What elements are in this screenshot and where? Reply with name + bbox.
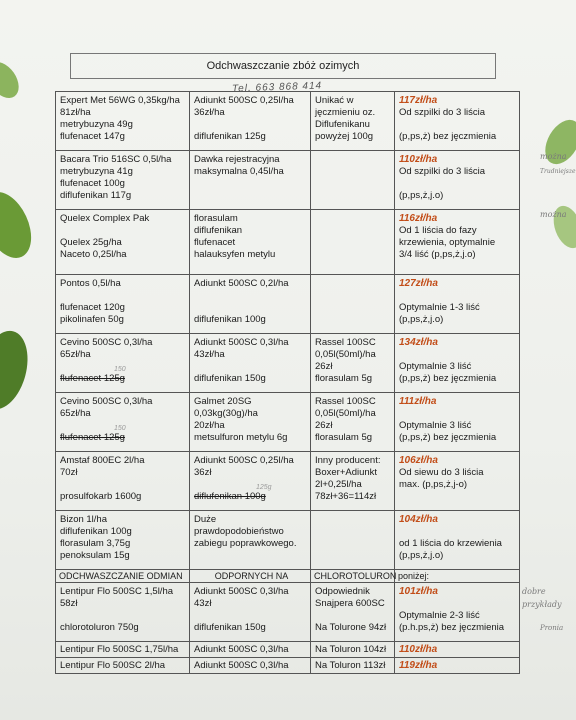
product-cell: [56, 583, 190, 642]
cell-line: chlorotoluron 750g: [60, 622, 139, 633]
cell-line: diflufenikan 100g: [194, 314, 266, 325]
adjuvant-cell: [190, 92, 311, 151]
price-timing-cell: [395, 151, 520, 210]
cell-line: [399, 526, 516, 538]
cell-line: (p,ps,ż,j.o): [399, 190, 444, 201]
price-handwritten: [395, 658, 520, 674]
price-handwritten: 127zł/ha: [399, 278, 438, 289]
cell-line: metrybuzyna 41g: [60, 166, 133, 177]
cell-line: Quelex Complex Pak: [60, 213, 150, 224]
cell-line: Quelex 25g/ha: [60, 237, 122, 248]
cell-text: Na Toluron 113zł: [315, 659, 386, 671]
product-cell: [56, 393, 190, 452]
cell-line: prosulfokarb 1600g: [60, 491, 142, 502]
section-header: poniżej:: [395, 570, 520, 583]
cell-line: metsulfuron metylu 6g: [194, 432, 288, 443]
table-row: [56, 393, 520, 452]
cell-line: maksymalna 0,45l/ha: [194, 166, 284, 177]
adjuvant-cell: [190, 393, 311, 452]
cell-line: 65zł/ha: [60, 349, 91, 360]
margin-note: można: [540, 210, 567, 219]
adjuvant-cell: [190, 583, 311, 642]
phone-number: Tel. 663 868 414: [231, 80, 323, 95]
cell-line: Optymalnie 2-3 liść: [399, 610, 480, 621]
adjuvant-cell: [190, 334, 311, 393]
cell-line: Rassel 100SC: [315, 396, 376, 407]
cell-line: [60, 610, 186, 622]
extra-cell: [311, 210, 395, 275]
cell-line: Od szpilki do 3 liścia: [399, 107, 486, 118]
price-handwritten: 101zł/ha: [399, 586, 438, 597]
table-cell: [56, 642, 190, 658]
cell-line: 26zł: [315, 420, 333, 431]
cell-line: jęczmieniu oz.: [315, 107, 376, 118]
cell-line: [194, 479, 307, 491]
extra-cell: [311, 151, 395, 210]
cell-line: 0,05l(50ml)/ha: [315, 349, 376, 360]
cell-line: (p,ps,ż,j.o): [399, 550, 444, 561]
cell-line: [399, 178, 516, 190]
adjuvant-cell: [190, 511, 311, 570]
table-cell: [56, 658, 190, 674]
product-cell: [56, 151, 190, 210]
cell-line: 43zł/ha: [194, 349, 225, 360]
cell-line: Od 1 liścia do fazy: [399, 225, 477, 236]
margin-note: Trudniejsze: [540, 168, 576, 175]
cell-line: [194, 302, 307, 314]
adjuvant-cell: [190, 151, 311, 210]
cell-line: 58zł: [60, 598, 78, 609]
cell-line: Optymalnie 3 liść: [399, 361, 472, 372]
table-row: [56, 452, 520, 511]
table-row: [56, 642, 520, 658]
cell-text: Adiunkt 500SC 0,3l/ha: [194, 659, 289, 671]
cell-line: diflufenikan 117g: [60, 190, 132, 201]
cell-line: krzewienia, optymalnie: [399, 237, 496, 248]
cell-line: Rassel 100SC: [315, 337, 376, 348]
price-handwritten: 117zł/ha: [399, 95, 438, 106]
price-handwritten: 110zł/ha: [399, 154, 438, 165]
cell-line: 3/4 liść (p,ps,ż,j.o): [399, 249, 476, 260]
price-timing-cell: [395, 92, 520, 151]
cell-line: (p,ps,ż) bez jęczmienia: [399, 373, 497, 384]
cell-line: Unikać w: [315, 95, 354, 106]
cell-line: florasulam 5g: [315, 373, 373, 384]
cell-text: 119zł/ha: [399, 659, 438, 671]
cell-line: Cevino 500SC 0,3l/ha: [60, 396, 153, 407]
cell-line: (p,ps,ż) bez jęczmienia: [399, 131, 497, 142]
price-timing-cell: [395, 511, 520, 570]
cell-line: Adiunkt 500SC 0,3l/ha: [194, 337, 289, 348]
cell-line: Odpowiednik: [315, 586, 370, 597]
cell-line: Duże: [194, 514, 217, 525]
cell-line: Boxer+Adiunkt: [315, 467, 378, 478]
cell-line: flufenacet 125g: [60, 432, 125, 443]
table-row: [56, 583, 520, 642]
cell-line: 78zł+36=114zł: [315, 491, 377, 502]
adjuvant-cell: [190, 275, 311, 334]
adjuvant-cell: [190, 452, 311, 511]
cell-line: 20zł/ha: [194, 420, 225, 431]
cell-line: pikolinafen 50g: [60, 314, 124, 325]
price-handwritten: 134zł/ha: [399, 337, 438, 348]
cell-line: Adiunkt 500SC 0,25l/ha: [194, 95, 294, 106]
cell-line: diflufenikan 125g: [194, 131, 266, 142]
cell-line: [399, 349, 516, 361]
margin-note: można: [540, 152, 567, 161]
cell-line: diflufenikan 100g: [194, 491, 266, 502]
cell-line: penoksulam 15g: [60, 550, 130, 561]
section-header: ODPORNYCH NA: [190, 570, 311, 583]
cell-line: Pontos 0,5l/ha: [60, 278, 121, 289]
cell-line: 36zł: [194, 467, 212, 478]
table-row: [56, 210, 520, 275]
cell-line: [194, 290, 307, 302]
cell-line: Cevino 500SC 0,3l/ha: [60, 337, 153, 348]
table-row: [56, 658, 520, 674]
extra-cell: [311, 92, 395, 151]
extra-cell: [311, 452, 395, 511]
product-cell: [56, 452, 190, 511]
cell-line: 26zł: [315, 361, 333, 372]
extra-cell: [311, 511, 395, 570]
cell-line: 65zł/ha: [60, 408, 91, 419]
cell-line: 36zł/ha: [194, 107, 225, 118]
cell-line: flufenacet: [194, 237, 236, 248]
cell-line: Inny producent:: [315, 455, 381, 466]
product-cell: [56, 275, 190, 334]
cell-line: (p.h.ps,ż) bez jęczmienia: [399, 622, 505, 633]
cell-line: flufenacet 120g: [60, 302, 125, 313]
cell-line: powyżej 100g: [315, 131, 374, 142]
price-timing-cell: [395, 275, 520, 334]
cell-line: Bizon 1l/ha: [60, 514, 108, 525]
cell-line: florasulam: [194, 213, 238, 224]
price-handwritten: 116zł/ha: [399, 213, 438, 224]
cell-line: [315, 610, 391, 622]
cell-text: Adiunkt 500SC 0,3l/ha: [194, 643, 289, 655]
table-cell: [190, 642, 311, 658]
herbicide-table: [55, 91, 520, 674]
section-header: CHLOROTOLURON: [311, 570, 395, 583]
cell-line: (p,ps,ż,j.o): [399, 314, 444, 325]
cell-line: [194, 610, 307, 622]
extra-cell: [311, 393, 395, 452]
cell-line: Bacara Trio 516SC 0,5l/ha: [60, 154, 172, 165]
handwritten-correction: 150: [114, 425, 126, 432]
cell-line: diflufenikan: [194, 225, 243, 236]
price-handwritten: 104zł/ha: [399, 514, 438, 525]
price-timing-cell: [395, 210, 520, 275]
cell-line: [399, 290, 516, 302]
cell-line: 0,05l(50ml)/ha: [315, 408, 376, 419]
cell-line: 70zł: [60, 467, 78, 478]
cell-line: flufenacet 100g: [60, 178, 125, 189]
table-cell: [311, 658, 395, 674]
price-timing-cell: [395, 334, 520, 393]
section-header: ODCHWASZCZANIE ODMIAN: [56, 570, 190, 583]
cell-line: [60, 225, 186, 237]
cell-line: [399, 598, 516, 610]
cell-text: Na Toluron 104zł: [315, 643, 387, 655]
cell-line: Adiunkt 500SC 0,2l/ha: [194, 278, 289, 289]
margin-note: Pronia: [540, 624, 564, 632]
cell-line: 2l+0,25l/ha: [315, 479, 362, 490]
cell-line: [194, 119, 307, 131]
cell-line: Adiunkt 500SC 0,25l/ha: [194, 455, 294, 466]
table-row: [56, 92, 520, 151]
cell-line: Od szpilki do 3 liścia: [399, 166, 486, 177]
price-handwritten: 111zł/ha: [399, 396, 437, 407]
cell-line: Od siewu do 3 liścia: [399, 467, 484, 478]
cell-line: [194, 361, 307, 373]
cell-text: Lentipur Flo 500SC 2l/ha: [60, 659, 166, 671]
cell-line: diflufenikan 150g: [194, 373, 266, 384]
cell-line: florasulam 3,75g: [60, 538, 131, 549]
product-cell: [56, 92, 190, 151]
cell-line: Diflufenikanu: [315, 119, 370, 130]
cell-line: [399, 119, 516, 131]
table-row: [56, 275, 520, 334]
cell-line: diflufenikan 100g: [60, 526, 132, 537]
price-timing-cell: [395, 583, 520, 642]
margin-note: dobre: [522, 587, 546, 596]
cell-line: halauksyfen metylu: [194, 249, 276, 260]
cell-line: flufenacet 125g: [60, 373, 125, 384]
section-header-row: [56, 570, 520, 583]
table-cell: [190, 658, 311, 674]
price-handwritten: [395, 642, 520, 658]
cell-line: metrybuzyna 49g: [60, 119, 133, 130]
handwritten-correction: 125g: [256, 484, 272, 491]
cell-line: Naceto 0,25l/ha: [60, 249, 127, 260]
cell-line: Galmet 20SG: [194, 396, 252, 407]
cell-line: Snajpera 600SC: [315, 598, 385, 609]
handwritten-correction: 150: [114, 366, 126, 373]
cell-line: [60, 290, 186, 302]
document-title: Odchwaszczanie zbóż ozimych: [70, 53, 496, 79]
product-cell: [56, 511, 190, 570]
cell-line: [399, 408, 516, 420]
extra-cell: [311, 583, 395, 642]
price-timing-cell: [395, 452, 520, 511]
cell-line: Dawka rejestracyjna: [194, 154, 280, 165]
cell-line: Optymalnie 1-3 liść: [399, 302, 480, 313]
cell-line: diflufenikan 150g: [194, 622, 266, 633]
cell-line: 43zł: [194, 598, 212, 609]
cell-line: Adiunkt 500SC 0,3l/ha: [194, 586, 289, 597]
table-row: [56, 334, 520, 393]
cell-line: od 1 liścia do krzewienia: [399, 538, 502, 549]
cell-text: Lentipur Flo 500SC 1,75l/ha: [60, 643, 179, 655]
cell-line: florasulam 5g: [315, 432, 373, 443]
product-cell: [56, 334, 190, 393]
cell-line: flufenacet 147g: [60, 131, 125, 142]
cell-line: [60, 479, 186, 491]
extra-cell: [311, 275, 395, 334]
cell-line: Amstaf 800EC 2l/ha: [60, 455, 145, 466]
cell-line: prawdopodobieństwo: [194, 526, 284, 537]
cell-line: Expert Met 56WG 0,35kg/ha: [60, 95, 180, 106]
adjuvant-cell: [190, 210, 311, 275]
cell-line: zabiegu poprawkowego.: [194, 538, 297, 549]
table-row: [56, 511, 520, 570]
cell-line: 81zł/ha: [60, 107, 91, 118]
extra-cell: [311, 334, 395, 393]
cell-line: max. (p,ps,ż,j-o): [399, 479, 468, 490]
price-timing-cell: [395, 393, 520, 452]
table-row: [56, 151, 520, 210]
table-cell: [311, 642, 395, 658]
cell-text: 110zł/ha: [399, 643, 438, 655]
cell-line: 0,03kg(30g)/ha: [194, 408, 258, 419]
cell-line: Optymalnie 3 liść: [399, 420, 472, 431]
cell-line: (p,ps,ż) bez jęczmienia: [399, 432, 497, 443]
price-handwritten: 106zł/ha: [399, 455, 438, 466]
cell-line: Lentipur Flo 500SC 1,5l/ha: [60, 586, 174, 597]
cell-line: Na Tolurone 94zł: [315, 622, 387, 633]
product-cell: [56, 210, 190, 275]
margin-note: przykłady: [522, 600, 562, 609]
